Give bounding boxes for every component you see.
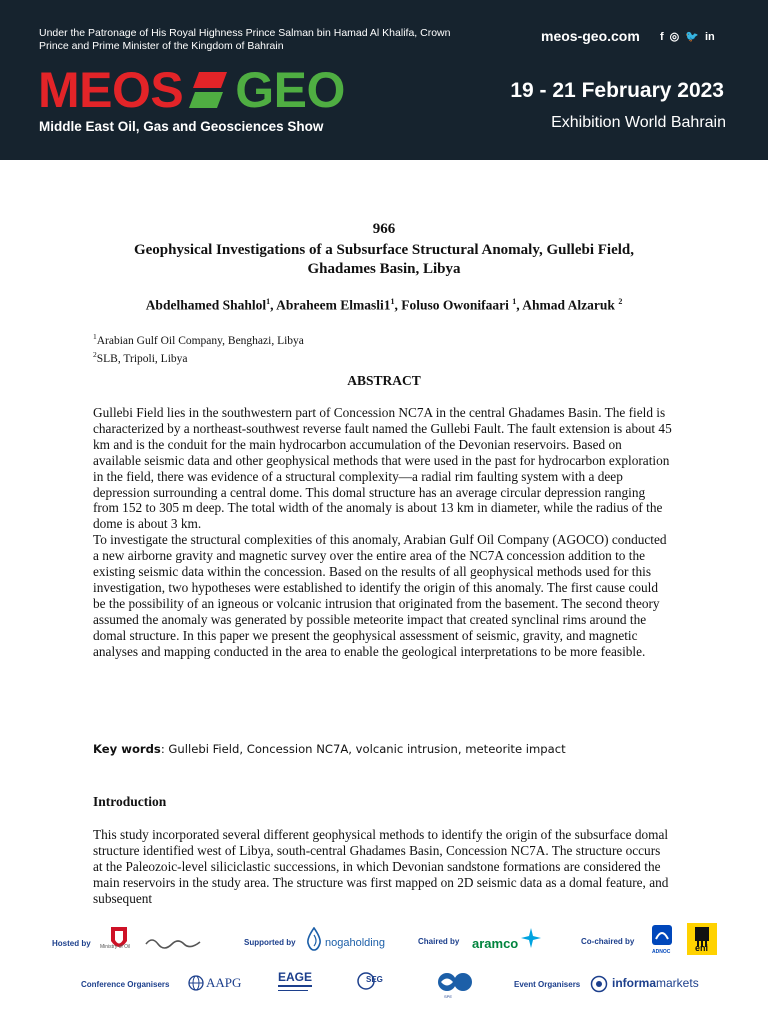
paper-number: 966 <box>372 221 396 237</box>
keywords-line <box>93 742 566 756</box>
eage-logo: EAGE <box>278 970 313 984</box>
author-name: Foluso Owonifaari <box>401 297 513 313</box>
adnoc-label: ADNOC <box>652 949 671 955</box>
logo-geo-text: GEO <box>235 62 345 118</box>
ministry-of-oil-logo: Ministry of Oil <box>100 944 131 950</box>
aramco-logo: aramco <box>472 936 519 951</box>
co-chaired-by-label: Co-chaired by <box>581 937 635 946</box>
author-affiliation-mark: 1 <box>390 297 395 306</box>
seg-logo: SEG <box>366 975 383 984</box>
social-links <box>660 31 715 44</box>
author-name: Abraheem Elmasli1 <box>276 297 391 313</box>
abstract-paragraph: To investigate the structural complexities of this anomaly, Arabian Gulf Oil Company (AGOCO) conducted a new airborne gravity and magnetic survey over the entire area of the NC7A concession addition to the existing seismic data within the concession. Based on the results of all geophysical methods used for this investigation, two hypotheses were established to identify the origin of this anomaly. The first cause could be the possibility of an igneous or volcanic intrusion that originated from the basement. The second theory assumed the anomaly was generated by possible meteorite impact that created synclinal rims around the domal structure. In this paper we present the geophysical assessment of seismic, gravity, and magnetic analyses and mapping conducted in the area to enable the geological interpretations to be more feasible. <box>93 532 667 659</box>
patronage-text: Under the Patronage of His Royal Highness Prince Salman bin Hamad Al Khalifa, Crown Prince and Prime Minister of the Kingdom of Bahrain <box>39 27 451 52</box>
aapg-globe-icon <box>188 975 204 991</box>
eage-subline <box>278 990 308 991</box>
noga-drop-icon <box>306 927 322 951</box>
event-dates: 19 - 21 February 2023 <box>510 79 724 102</box>
author-affiliation-mark: 2 <box>618 297 623 306</box>
sponsor-footer <box>0 915 768 1024</box>
informa-logo: informamarkets <box>612 976 699 990</box>
informa-icon <box>590 975 608 993</box>
affiliation-item: $^1$Arabian Gulf Oil Company, Benghazi, Libya <box>93 332 304 347</box>
linkedin-icon[interactable]: in <box>704 31 715 43</box>
abstract-heading: ABSTRACT <box>347 373 421 388</box>
affiliation-list <box>93 330 304 366</box>
supported-by-label: Supported by <box>244 938 296 947</box>
introduction-body <box>93 827 673 909</box>
author-affiliation-mark: 1 <box>512 297 517 306</box>
arabic-wordmark-icon <box>144 932 204 950</box>
paper-title: Geophysical Investigations of a Subsurface Structural Anomaly, Gullebi Field, Ghadames Basin, Libya <box>133 242 635 277</box>
aapg-logo: AAPG <box>206 975 242 990</box>
eni-label: eni <box>695 943 709 953</box>
adnoc-icon <box>650 923 674 947</box>
conference-organisers-label: Conference Organisers <box>81 980 170 989</box>
chaired-by-label: Chaired by <box>418 937 460 946</box>
aramco-star-icon <box>520 927 542 949</box>
author-name: Ahmad Alzaruk <box>522 297 619 313</box>
nogaholding-logo: nogaholding <box>325 937 385 949</box>
facebook-icon[interactable]: f <box>660 31 664 43</box>
affiliation-item: $^2$SLB, Tripoli, Libya <box>93 349 188 365</box>
author-affiliation-mark: 1 <box>266 297 271 306</box>
author-list: Abdelhamed Shahlol$^1$, Abraheem $Elmasli1^1$, Foluso Owonifaari $^1$, Ahmad Alzaruk $^2$ <box>145 297 623 313</box>
logo-meos-text: MEOS <box>38 62 184 118</box>
event-venue: Exhibition World Bahrain <box>551 114 726 131</box>
spe-label: SPE <box>444 994 453 999</box>
introduction-heading: Introduction <box>93 794 167 809</box>
website-link[interactable]: meos-geo.com <box>541 28 640 44</box>
keywords-text: : Gullebi Field, Concession NC7A, volcanic intrusion, meteorite impact <box>160 742 566 756</box>
introduction-paragraph: This study incorporated several different geophysical methods to identify the origin of the subsurface domal structure identified west of Libya, south-central Ghadames Basin, Concession NC7A. The structure occurs at the Paleozoic-level siliciclastic successions, in which Devonian sandstone formations are considered the main reservoirs in the study area. The structure was first mapped on 2D seismic data as a domal feature, and subsequent <box>93 827 669 906</box>
instagram-icon[interactable]: ◎ <box>669 31 680 43</box>
meos-geo-logo <box>38 62 345 118</box>
abstract-body <box>93 405 673 660</box>
author-name: Abdelhamed Shahlol <box>145 297 267 313</box>
twitter-icon[interactable]: 🐦 <box>685 31 699 43</box>
keywords-label: Key words <box>93 742 161 756</box>
spe-globe-icon <box>436 971 474 993</box>
bahrain-emblem-icon <box>103 925 135 955</box>
event-organisers-label: Event Organisers <box>514 980 581 989</box>
show-tagline: Middle East Oil, Gas and Geosciences Show <box>39 119 324 134</box>
hosted-by-label: Hosted by <box>52 939 91 948</box>
eage-underline <box>278 985 312 987</box>
logo-mark-icon <box>189 72 227 108</box>
header-banner <box>0 0 768 160</box>
abstract-paragraph: Gullebi Field lies in the southwestern part of Concession NC7A in the central Ghadames Basin. The field is characterized by a northeast-southwest reverse fault named the Gullebi Fault. The fault extension is about 45 km and is the conduit for the main hydrocarbon accumulation of the Devonian reservoirs. Based on available seismic data and other geophysical methods that were used in the past for hydrocarbon exploration in the field, there was evidence of a structural complexity—a radial rim faulting system with a deep depression surrounding a central dome. This domal structure has an average circular depression ranging from 152 to 305 m deep. The total width of the anomaly is about 13 km in diameter, while the radius of the dome is about 3 km. <box>93 405 672 532</box>
